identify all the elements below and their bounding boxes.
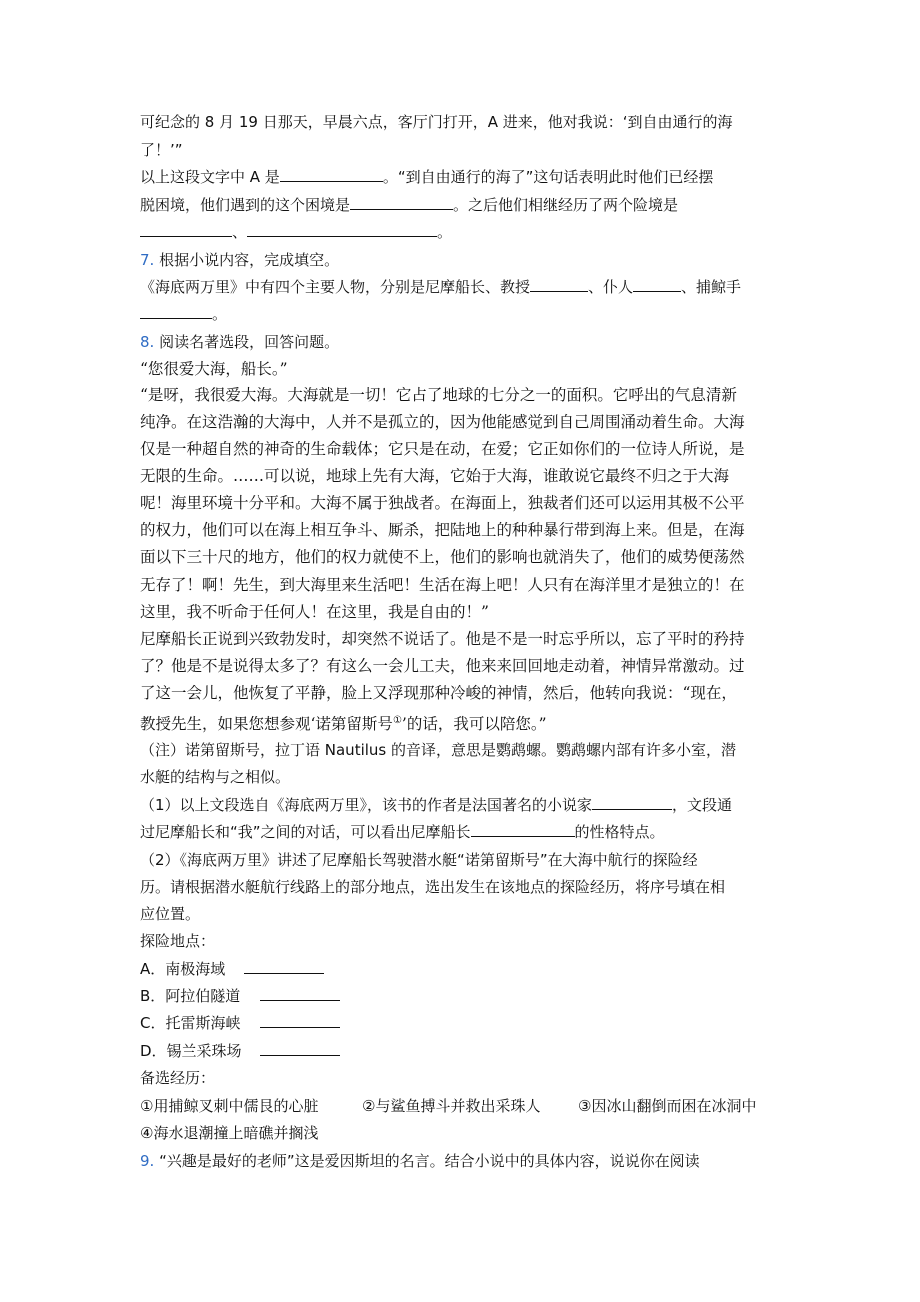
text-segment: 过尼摩船长和“我”之间的对话，可以看出尼摩船长 bbox=[140, 823, 471, 841]
answer-blank[interactable] bbox=[530, 277, 588, 292]
text-segment: 。之后他们相继经历了两个险境是 bbox=[453, 196, 679, 214]
text-line bbox=[140, 140, 790, 160]
question-number: 9 bbox=[140, 1152, 150, 1170]
text-segment: 。 bbox=[437, 223, 453, 241]
location-item bbox=[140, 1013, 790, 1033]
answer-blank[interactable] bbox=[280, 167, 383, 182]
text-segment: ，文段通 bbox=[672, 796, 733, 814]
location-name: D．锡兰采珠场 bbox=[140, 1042, 242, 1060]
location-item bbox=[140, 959, 790, 979]
location-item bbox=[140, 986, 790, 1006]
question-title: 根据小说内容，完成填空。 bbox=[159, 251, 340, 269]
answer-blank[interactable] bbox=[471, 822, 575, 837]
text-segment: 《海底两万里》中有四个主要人物，分别是尼摩船长、教授 bbox=[140, 278, 531, 296]
passage-line: 无限的生命。……可以说，地球上先有大海，它始于大海，谁敢说它最终不归之于大海 bbox=[140, 467, 730, 485]
question-text: “兴趣是最好的老师”这是爱因斯坦的名言。结合小说中的具体内容，说说你在阅读 bbox=[159, 1152, 700, 1170]
text-line bbox=[140, 795, 790, 815]
text-segment: 、捕鲸手 bbox=[681, 278, 742, 296]
question-dot: . bbox=[149, 1152, 155, 1170]
text-segment: 以上这段文字中 A 是 bbox=[140, 168, 280, 186]
passage-line: 的权力，他们可以在海上相互争斗、厮杀，把陆地上的种种暴行带到海上来。但是，在海 bbox=[140, 521, 745, 539]
answer-blank[interactable] bbox=[592, 795, 672, 810]
text-segment: 、仆人 bbox=[588, 278, 634, 296]
text-segment: 、 bbox=[232, 223, 248, 241]
options-line: ④海水退潮撞上暗礁并搁浅 bbox=[140, 1124, 319, 1142]
passage-text: 了！’” bbox=[140, 141, 183, 159]
question-number: 7 bbox=[140, 251, 150, 269]
answer-blank[interactable] bbox=[260, 986, 340, 1001]
answer-blank[interactable] bbox=[260, 1041, 340, 1056]
answer-blank[interactable] bbox=[140, 304, 212, 319]
text-line: 应位置。 bbox=[140, 905, 201, 923]
text-segment: 教授先生，如果您想参观‘诺第留斯号 bbox=[140, 715, 393, 734]
passage-text: 可纪念的 8 月 19 日那天，早晨六点，客厅门打开，A 进来，他对我说：‘到自由通行的海 bbox=[140, 113, 733, 131]
text-line bbox=[140, 304, 790, 324]
locations-label: 探险地点： bbox=[140, 932, 216, 950]
text-segment: 脱困境，他们遇到的这个困境是 bbox=[140, 196, 351, 214]
location-name: A．南极海域 bbox=[140, 960, 226, 978]
note-line: （注）诺第留斯号，拉丁语 Nautilus 的音译，意思是鹦鹉螺。鹦鹉螺内部有许多小室，潜 bbox=[140, 741, 736, 759]
option-item: ②与鲨鱼搏斗并救出采珠人 bbox=[362, 1097, 541, 1115]
passage-line: 这里，我不听命于任何人！在这里，我是自由的！” bbox=[140, 603, 489, 621]
options-label: 备选经历： bbox=[140, 1069, 216, 1087]
location-item bbox=[140, 1041, 790, 1061]
passage-line: 呢！海里环境十分平和。大海不属于独战者。在海面上，独裁者们还可以运用其极不公平 bbox=[140, 494, 745, 512]
answer-blank[interactable] bbox=[247, 222, 437, 237]
text-line bbox=[140, 112, 790, 132]
passage-line: 纯净。在这浩瀚的大海中，人并不是孤立的，因为他能感觉到自己周围涌动着生命。大海 bbox=[140, 413, 745, 431]
text-line bbox=[140, 822, 790, 842]
text-line: 历。请根据潜水艇航行线路上的部分地点，选出发生在该地点的探险经历，将序号填在相 bbox=[140, 878, 726, 896]
answer-blank[interactable] bbox=[260, 1013, 340, 1028]
text-segment: （1）以上文段选自《海底两万里》，该书的作者是法国著名的小说家 bbox=[140, 796, 593, 814]
passage-line bbox=[140, 711, 790, 734]
text-line bbox=[140, 277, 790, 297]
location-name: B．阿拉伯隧道 bbox=[140, 987, 241, 1005]
passage-line: 面以下三十尺的地方，他们的权力就使不上，他们的影响也就消失了，他们的威势便荡然 bbox=[140, 548, 745, 566]
note-line: 水艇的结构与之相似。 bbox=[140, 768, 291, 786]
question-dot: . bbox=[149, 251, 155, 269]
text-segment: ’的话，我可以陪您。” bbox=[401, 715, 547, 734]
text-line: （2）《海底两万里》讲述了尼摩船长驾驶潜水艇“诺第留斯号”在大海中航行的探险经 bbox=[140, 851, 698, 869]
question-number: 8 bbox=[140, 333, 150, 351]
question-8-heading bbox=[140, 332, 790, 352]
question-dot: . bbox=[149, 333, 155, 351]
options-line bbox=[140, 1096, 790, 1116]
passage-line: 无存了！啊！先生，到大海里来生活吧！生活在海上吧！人只有在海洋里才是独立的！在 bbox=[140, 576, 745, 594]
passage-line: 了？他是不是说得太多了？有这么一会儿工夫，他来来回回地走动着，神情异常激动。过 bbox=[140, 657, 745, 675]
text-line bbox=[140, 222, 790, 242]
footnote-marker: ① bbox=[392, 715, 402, 726]
text-segment: 。 bbox=[212, 305, 228, 323]
answer-blank[interactable] bbox=[350, 195, 453, 210]
passage-line: “是呀，我很爱大海。大海就是一切！它占了地球的七分之一的面积。它呼出的气息清新 bbox=[140, 386, 737, 404]
question-title: 阅读名著选段，回答问题。 bbox=[159, 333, 340, 351]
passage-line: 仅是一种超自然的神奇的生命载体；它只是在动，在爱；它正如你们的一位诗人所说，是 bbox=[140, 440, 745, 458]
option-item: ①用捕鲸叉刺中儒艮的心脏 bbox=[140, 1097, 319, 1115]
passage-line: “您很爱大海，船长。” bbox=[140, 360, 288, 378]
question-9-heading bbox=[140, 1151, 790, 1171]
passage-line: 尼摩船长正说到兴致勃发时，却突然不说话了。他是不是一时忘乎所以，忘了平时的矜持 bbox=[140, 630, 745, 648]
text-segment: 。“到自由通行的海了”这句话表明此时他们已经摆 bbox=[382, 168, 714, 186]
answer-blank[interactable] bbox=[140, 222, 232, 237]
text-line bbox=[140, 167, 790, 187]
answer-blank[interactable] bbox=[244, 959, 324, 974]
passage-line: 了这一会儿，他恢复了平静，脸上又浮现那种冷峻的神情，然后，他转向我说：“现在， bbox=[140, 684, 737, 702]
text-line bbox=[140, 195, 790, 215]
location-name: C．托雷斯海峡 bbox=[140, 1014, 241, 1032]
option-item: ③因冰山翻倒而困在冰洞中 bbox=[578, 1097, 757, 1115]
text-segment: 的性格特点。 bbox=[574, 823, 665, 841]
answer-blank[interactable] bbox=[633, 277, 681, 292]
question-7-heading bbox=[140, 250, 790, 270]
